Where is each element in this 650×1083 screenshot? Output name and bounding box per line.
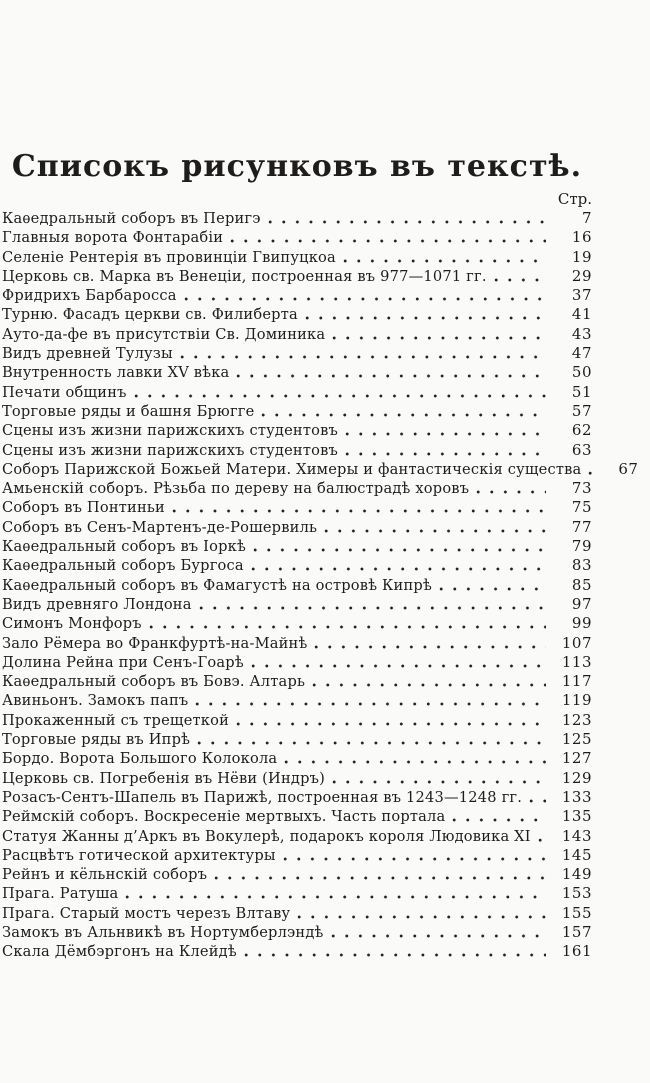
dot-leader xyxy=(199,595,546,614)
figure-entry xyxy=(2,653,592,672)
figure-entry xyxy=(2,228,592,247)
figure-page-number: 153 xyxy=(561,884,592,903)
figure-title: Печати общинъ xyxy=(2,383,127,401)
dot-leader xyxy=(332,769,546,788)
figure-page-number: 43 xyxy=(571,324,592,343)
figure-entry xyxy=(2,614,592,633)
figure-title: Прага. Ратуша xyxy=(2,885,119,903)
dot-leader xyxy=(538,827,546,846)
figure-entry xyxy=(2,363,592,382)
figure-page-number: 97 xyxy=(571,594,592,613)
figure-page-number: 37 xyxy=(571,286,592,305)
figure-entry xyxy=(2,904,592,923)
figure-page-number: 143 xyxy=(561,826,592,845)
dot-leader xyxy=(529,788,546,807)
dot-leader xyxy=(180,344,546,363)
figure-entry xyxy=(2,441,592,460)
figure-title: Долина Рейна при Сенъ-Гоарѣ xyxy=(2,653,244,671)
dot-leader xyxy=(588,460,592,479)
figure-title: Турню. Фасадъ церкви св. Филиберта xyxy=(2,306,298,324)
figure-entry xyxy=(2,595,592,614)
figure-entry xyxy=(2,325,592,344)
figure-page-number: 107 xyxy=(561,633,592,652)
figure-entry xyxy=(2,421,592,440)
figure-page-number: 41 xyxy=(571,305,592,324)
figure-page-number: 75 xyxy=(571,498,592,517)
figure-title: Селеніе Рентерія въ провинціи Гвипуцкоа xyxy=(2,248,336,266)
figure-title: Видъ древняго Лондона xyxy=(2,595,192,613)
figure-entry xyxy=(2,749,592,768)
figure-page-number: 99 xyxy=(571,614,592,633)
dot-leader xyxy=(305,305,546,324)
figure-title: Каѳедральный соборъ въ Бовэ. Алтарь xyxy=(2,673,306,691)
figure-page-number: 83 xyxy=(571,556,592,575)
dot-leader xyxy=(332,325,546,344)
figure-page-number: 127 xyxy=(561,749,592,768)
figure-title: Ауто-да-фе въ присутствіи Св. Доминика xyxy=(2,325,326,343)
figure-title: Прага. Старый мостъ черезъ Влтаву xyxy=(2,904,291,922)
dot-leader xyxy=(343,248,546,267)
figure-title: Каѳедральный соборъ въ Іоркѣ xyxy=(2,538,246,556)
figure-entry xyxy=(2,672,592,691)
figure-title: Каѳедральный соборъ въ Фамагустѣ на островѣ Кипрѣ xyxy=(2,576,432,594)
figure-page-number: 51 xyxy=(571,382,592,401)
figure-page-number: 123 xyxy=(561,710,592,729)
dot-leader xyxy=(494,267,546,286)
figure-entry xyxy=(2,865,592,884)
dot-leader xyxy=(184,286,546,305)
figure-page-number: 67 xyxy=(618,459,639,478)
figure-title: Симонъ Монфоръ xyxy=(2,615,142,633)
figure-title: Статуя Жанны д’Аркъ въ Вокулерѣ, подарокъ короля Людовика XI xyxy=(2,827,531,845)
figure-title: Каѳедральный соборъ Бургоса xyxy=(2,557,244,575)
figure-page-number: 85 xyxy=(571,575,592,594)
figure-page-number: 119 xyxy=(561,691,592,710)
figure-title: Соборъ въ Сенъ-Мартенъ-де-Рошервиль xyxy=(2,518,318,536)
figure-entry xyxy=(2,788,592,807)
figure-page-number: 7 xyxy=(581,209,592,227)
figure-entry xyxy=(2,402,592,421)
figure-entry xyxy=(2,942,592,961)
figure-title: Главныя ворота Фонтарабіи xyxy=(2,229,224,247)
figure-entry xyxy=(2,769,592,788)
dot-leader xyxy=(284,749,546,768)
dot-leader xyxy=(134,383,546,402)
dot-leader xyxy=(268,209,546,228)
figure-entry xyxy=(2,807,592,826)
figure-entry xyxy=(2,267,592,286)
page-column-header: Стр. xyxy=(557,190,592,208)
figure-title: Соборъ Парижской Божьей Матери. Химеры и фантастическія существа xyxy=(2,460,582,478)
dot-leader xyxy=(214,865,546,884)
figure-entry xyxy=(2,498,592,517)
figure-page-number: 77 xyxy=(571,517,592,536)
figure-entry xyxy=(2,827,592,846)
figure-title: Бордо. Ворота Большого Колокола xyxy=(2,750,278,768)
figure-title: Амьенскій соборъ. Рѣзьба по дереву на балюстрадѣ хоровъ xyxy=(2,480,470,498)
figure-page-number: 125 xyxy=(561,730,592,749)
figure-entry xyxy=(2,209,592,228)
figure-title: Каѳедральный соборъ въ Перигэ xyxy=(2,210,261,227)
dot-leader xyxy=(297,904,546,923)
figure-page-number: 16 xyxy=(571,228,592,247)
figure-title: Сцены изъ жизни парижскихъ студентовъ xyxy=(2,441,339,459)
figure-entry xyxy=(2,479,592,498)
figure-entry xyxy=(2,248,592,267)
figure-page-number: 161 xyxy=(561,942,592,961)
figure-page-number: 62 xyxy=(571,421,592,440)
figure-page-number: 19 xyxy=(571,247,592,266)
figure-title: Расцвѣтъ готической архитектуры xyxy=(2,846,276,864)
dot-leader xyxy=(312,672,546,691)
figure-list xyxy=(2,209,639,962)
dot-leader xyxy=(253,537,546,556)
figure-page-number: 149 xyxy=(561,865,592,884)
figure-page-number: 155 xyxy=(561,903,592,922)
figure-entry xyxy=(2,846,592,865)
page-title: Списокъ рисунковъ въ текстѣ. xyxy=(11,149,583,184)
figure-entry xyxy=(2,383,592,402)
figure-entry xyxy=(2,305,592,324)
figure-title: Скала Дёмбэргонъ на Клейдѣ xyxy=(2,943,237,961)
figure-title: Авиньонъ. Замокъ папъ xyxy=(2,692,189,710)
dot-leader xyxy=(236,363,546,382)
figure-entry xyxy=(2,518,592,537)
figure-entry xyxy=(2,711,592,730)
dot-leader xyxy=(236,711,546,730)
dot-leader xyxy=(345,441,546,460)
dot-leader xyxy=(283,846,546,865)
figure-title: Соборъ въ Понтиньи xyxy=(2,499,165,517)
dot-leader xyxy=(452,807,546,826)
dot-leader xyxy=(251,556,546,575)
dot-leader xyxy=(331,923,546,942)
figure-entry xyxy=(2,923,592,942)
dot-leader xyxy=(149,614,546,633)
figure-page-number: 79 xyxy=(571,537,592,556)
figure-title: Зало Рёмера во Франкфуртѣ-на-Майнѣ xyxy=(2,634,308,652)
figure-page-number: 157 xyxy=(561,922,592,941)
figure-title: Замокъ въ Альнвикѣ въ Нортумберлэндѣ xyxy=(2,923,324,941)
figure-entry xyxy=(2,634,592,653)
figure-page-number: 133 xyxy=(561,787,592,806)
dot-leader xyxy=(314,634,546,653)
dot-leader xyxy=(261,402,546,421)
figure-entry xyxy=(2,691,592,710)
figure-title: Церковь св. Погребенія въ Нёви (Индръ) xyxy=(2,769,326,787)
dot-leader xyxy=(251,653,546,672)
figure-title: Фридрихъ Барбаросса xyxy=(2,287,177,305)
figure-page-number: 63 xyxy=(571,440,592,459)
figure-title: Внутренность лавки XV вѣка xyxy=(2,364,230,382)
figure-page-number: 57 xyxy=(571,401,592,420)
figure-title: Прокаженный съ трещеткой xyxy=(2,711,230,729)
figure-page-number: 145 xyxy=(561,845,592,864)
figure-entry xyxy=(2,537,592,556)
dot-leader xyxy=(476,479,546,498)
figure-entry xyxy=(2,459,639,479)
dot-leader xyxy=(345,421,546,440)
figure-page-number: 47 xyxy=(571,344,592,363)
dot-leader xyxy=(439,576,546,595)
figure-entry xyxy=(2,556,592,575)
figure-page-number: 50 xyxy=(571,363,592,382)
dot-leader xyxy=(197,730,546,749)
figure-entry xyxy=(2,884,592,903)
dot-leader xyxy=(324,518,546,537)
figure-page-number: 29 xyxy=(571,266,592,285)
dot-leader xyxy=(172,498,546,517)
dot-leader xyxy=(195,691,546,710)
figure-title: Розасъ-Сентъ-Шапель въ Парижѣ, построенная въ 1243—1248 гг. xyxy=(2,788,523,806)
figure-title: Рейнъ и кёльнскій соборъ xyxy=(2,866,208,884)
figure-page-number: 117 xyxy=(561,672,592,691)
figure-page-number: 135 xyxy=(561,807,592,826)
figure-title: Торговые ряды въ Ипрѣ xyxy=(2,731,191,749)
figure-title: Торговые ряды и башня Брюгге xyxy=(2,402,255,420)
figure-title: Церковь св. Марка въ Венеціи, построенная въ 977—1071 гг. xyxy=(2,267,487,285)
dot-leader xyxy=(244,942,546,961)
figure-title: Видъ древней Тулузы xyxy=(2,345,173,363)
figure-title: Сцены изъ жизни парижскихъ студентовъ xyxy=(2,422,339,440)
figure-page-number: 129 xyxy=(561,768,592,787)
dot-leader xyxy=(125,884,546,903)
figure-title: Реймскій соборъ. Воскресеніе мертвыхъ. Часть портала xyxy=(2,808,446,826)
figure-entry xyxy=(2,576,592,595)
figure-entry xyxy=(2,344,592,363)
figure-page-number: 73 xyxy=(571,479,592,498)
figure-entry xyxy=(2,730,592,749)
figure-page-number: 113 xyxy=(561,652,592,671)
figure-entry xyxy=(2,286,592,305)
dot-leader xyxy=(230,228,546,247)
